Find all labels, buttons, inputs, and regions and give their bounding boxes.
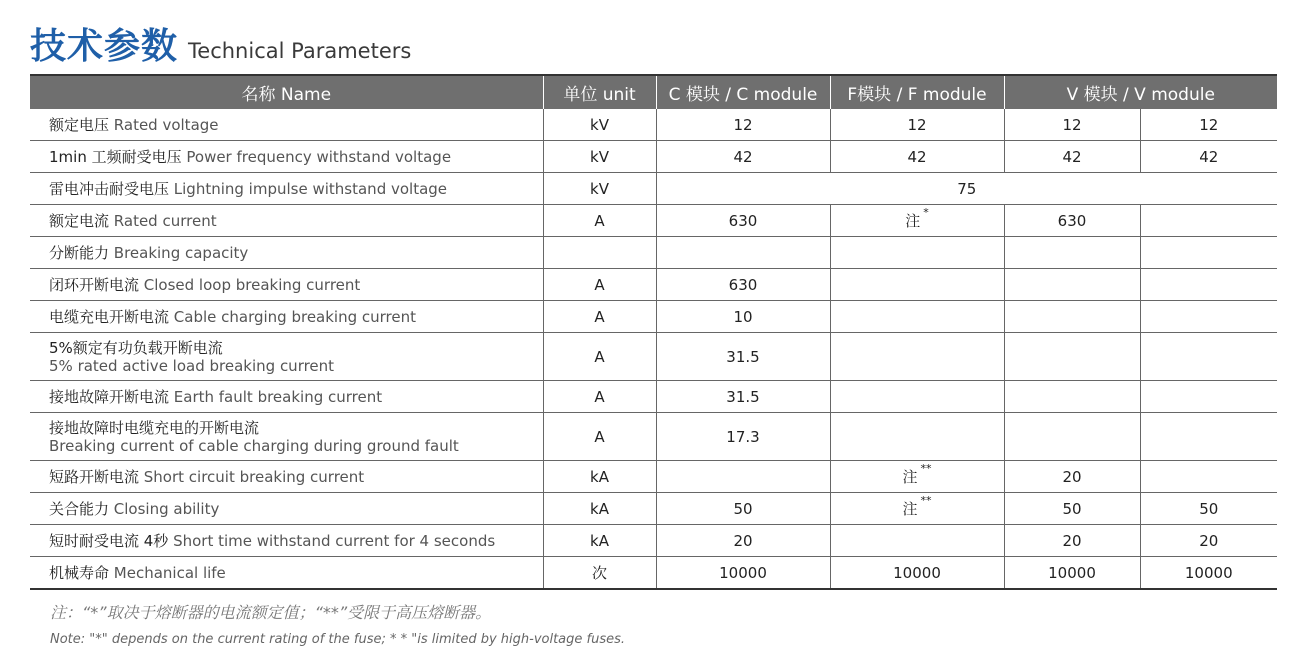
v-module-cell-2: [1140, 413, 1277, 461]
unit-cell: [543, 493, 656, 525]
c-module-cell: [656, 525, 830, 557]
unit-cell-value: kV: [590, 179, 609, 198]
c-module-cell: [656, 413, 830, 461]
v-module-cell-1: [1004, 461, 1140, 493]
table-row: [30, 301, 1277, 333]
v-module-cell-1: [1004, 557, 1140, 590]
unit-cell: [543, 333, 656, 381]
f-module-cell-value: 10000: [893, 563, 941, 582]
table-header-row: [30, 75, 1277, 109]
unit-cell-value: kV: [590, 147, 609, 166]
f-module-cell: [830, 413, 1004, 461]
param-name-cell: [30, 493, 543, 525]
f-module-cell: [830, 301, 1004, 333]
table-row: [30, 141, 1277, 173]
unit-cell-value: 次: [591, 564, 607, 582]
title-cn: 技术参数: [30, 26, 179, 67]
v-module-cell-1: [1004, 333, 1140, 381]
param-name-en: Breaking capacity: [113, 243, 249, 262]
v-module-cell-2: [1140, 141, 1277, 173]
c-module-cell-value: 42: [733, 147, 753, 166]
unit-cell: [543, 301, 656, 333]
c-module-cell-value: 10: [733, 307, 753, 326]
c-module-cell: [656, 269, 830, 301]
unit-cell: [543, 269, 656, 301]
unit-cell: [543, 381, 656, 413]
param-name-en: Cable charging breaking current: [173, 307, 417, 326]
unit-cell: [543, 205, 656, 237]
unit-cell: [543, 237, 656, 269]
header-c-module: C 模块 / C module: [656, 75, 830, 109]
header-f-module: F模块 / F module: [830, 75, 1004, 109]
c-module-cell: [656, 461, 830, 493]
param-name-cn: 关合能力: [49, 499, 114, 518]
header-name: 名称 Name: [30, 75, 543, 109]
c-module-cell: [656, 205, 830, 237]
unit-cell: [543, 109, 656, 141]
unit-cell-value: kA: [590, 499, 609, 518]
f-module-cell-value: 注: [905, 212, 921, 230]
c-module-cell-value: 12: [733, 115, 753, 134]
v-module-cell-2-value: 10000: [1184, 563, 1233, 582]
footnote-cn: 注：“*”取决于熔断器的电流额定值；“**”受限于高压熔断器。: [50, 603, 492, 622]
v-module-cell-2-value: 20: [1199, 531, 1219, 550]
c-module-cell: [656, 493, 830, 525]
param-name-cell: [30, 141, 543, 173]
v-module-cell-2: [1140, 557, 1277, 590]
param-name-cell: [30, 413, 543, 461]
c-module-cell-value: 10000: [719, 563, 767, 582]
c-module-cell: [656, 237, 830, 269]
c-module-cell-value: 20: [733, 531, 753, 550]
param-name-cell: [30, 237, 543, 269]
unit-cell-value: kV: [590, 115, 609, 134]
v-module-cell-2-value: 42: [1199, 147, 1219, 166]
unit-cell-value: A: [594, 211, 605, 230]
param-name-cn: 分断能力: [49, 243, 114, 262]
footnote-mark: *: [923, 206, 929, 219]
v-module-cell-1: [1004, 525, 1140, 557]
footnote-mark: **: [920, 494, 932, 507]
param-name-en: Closing ability: [113, 499, 220, 518]
param-name-cn: 接地故障开断电流: [49, 387, 174, 406]
param-name-en: Rated voltage: [113, 115, 219, 134]
table-body: [30, 109, 1277, 589]
v-module-cell-2: [1140, 301, 1277, 333]
param-name-cell: [30, 205, 543, 237]
param-name-cn: 短路开断电流: [49, 467, 144, 486]
table-row: [30, 413, 1277, 461]
footnote-en: Note: "*" depends on the current rating of the fuse; * * "is limited by high-voltage fuses.: [50, 632, 626, 647]
param-name-cell: [30, 333, 543, 381]
table-row: [30, 205, 1277, 237]
f-module-cell: [830, 237, 1004, 269]
param-name-en: Mechanical life: [113, 563, 226, 582]
c-module-cell: [656, 109, 830, 141]
param-name-en: Closed loop breaking current: [143, 275, 361, 294]
c-module-cell: [656, 301, 830, 333]
unit-cell-value: A: [594, 387, 605, 406]
table-row: [30, 557, 1277, 590]
table-row: [30, 109, 1277, 141]
v-module-cell-2: [1140, 333, 1277, 381]
unit-cell: [543, 141, 656, 173]
v-module-cell-1-value: 20: [1062, 531, 1082, 550]
page-title: [30, 18, 411, 69]
param-name-cn: 雷电冲击耐受电压: [49, 179, 174, 198]
unit-cell-value: kA: [590, 467, 609, 486]
f-module-cell: [830, 381, 1004, 413]
c-module-cell-value: 17.3: [726, 427, 760, 446]
unit-cell-value: A: [594, 347, 605, 366]
v-module-cell-2: [1140, 269, 1277, 301]
unit-cell: [543, 525, 656, 557]
v-module-cell-2-value: 50: [1199, 499, 1219, 518]
unit-cell: [543, 557, 656, 590]
v-module-cell-2: [1140, 237, 1277, 269]
unit-cell-value: A: [594, 427, 605, 446]
v-module-cell-1: [1004, 237, 1140, 269]
f-module-cell: [830, 141, 1004, 173]
v-module-cell-1-value: 10000: [1048, 563, 1096, 582]
header-v-module: V 模块 / V module: [1004, 75, 1277, 109]
header-unit: 单位 unit: [543, 75, 656, 109]
title-en: Technical Parameters: [188, 39, 412, 63]
v-module-cell-1: [1004, 269, 1140, 301]
v-module-cell-2-value: 12: [1199, 115, 1219, 134]
table-row: [30, 525, 1277, 557]
merged-value-cell: [656, 173, 1277, 205]
v-module-cell-1: [1004, 381, 1140, 413]
v-module-cell-2: [1140, 493, 1277, 525]
v-module-cell-1-value: 42: [1062, 147, 1082, 166]
v-module-cell-1: [1004, 493, 1140, 525]
param-name-cn: 额定电压: [49, 115, 114, 134]
c-module-cell-value: 31.5: [726, 387, 760, 406]
table-row: [30, 333, 1277, 381]
f-module-cell: [830, 333, 1004, 381]
param-name-en: Short circuit breaking current: [143, 467, 365, 486]
v-module-cell-2: [1140, 381, 1277, 413]
param-name-cell: [30, 301, 543, 333]
param-name-cn: 5%额定有功负载开断电流: [49, 338, 223, 357]
v-module-cell-1-value: 50: [1062, 499, 1082, 518]
f-module-cell: [830, 557, 1004, 590]
v-module-cell-2: [1140, 205, 1277, 237]
v-module-cell-1-value: 630: [1057, 211, 1087, 230]
unit-cell-value: kA: [590, 531, 609, 550]
unit-cell-value: A: [594, 307, 605, 326]
f-module-cell: [830, 461, 1004, 493]
parameters-table: [30, 74, 1277, 590]
footnote-mark: **: [920, 462, 932, 475]
v-module-cell-1-value: 12: [1062, 115, 1082, 134]
param-name-cell: [30, 461, 543, 493]
c-module-cell-value: 630: [728, 211, 758, 230]
param-name-cn: 接地故障时电缆充电的开断电流: [49, 418, 260, 437]
table-row: [30, 237, 1277, 269]
v-module-cell-1: [1004, 109, 1140, 141]
c-module-cell: [656, 557, 830, 590]
unit-cell-value: A: [594, 275, 605, 294]
c-module-cell: [656, 333, 830, 381]
param-name-cell: [30, 269, 543, 301]
param-name-cn: 1min 工频耐受电压: [49, 147, 187, 166]
v-module-cell-2: [1140, 109, 1277, 141]
unit-cell: [543, 413, 656, 461]
c-module-cell-value: 31.5: [726, 347, 760, 366]
table-row: [30, 461, 1277, 493]
param-name-cn: 闭环开断电流: [49, 275, 144, 294]
unit-cell: [543, 173, 656, 205]
f-module-cell-value: 注: [902, 500, 918, 518]
param-name-en: Power frequency withstand voltage: [186, 147, 452, 166]
param-name-en: Short time withstand current for 4 seconds: [173, 531, 496, 550]
f-module-cell: [830, 269, 1004, 301]
f-module-cell-value: 注: [902, 468, 918, 486]
v-module-cell-1-value: 20: [1062, 467, 1082, 486]
param-name-en: Earth fault breaking current: [173, 387, 383, 406]
param-name-en: Breaking current of cable charging during ground fault: [49, 436, 459, 455]
f-module-cell: [830, 525, 1004, 557]
c-module-cell-value: 630: [728, 275, 758, 294]
table-row: [30, 269, 1277, 301]
f-module-cell-value: 42: [907, 147, 927, 166]
table-row: [30, 381, 1277, 413]
param-name-cell: [30, 525, 543, 557]
c-module-cell: [656, 141, 830, 173]
param-name-cn: 额定电流: [49, 211, 114, 230]
param-name-cell: [30, 557, 543, 590]
v-module-cell-1: [1004, 301, 1140, 333]
param-name-cell: [30, 381, 543, 413]
f-module-cell: [830, 205, 1004, 237]
param-name-cn: 短时耐受电流 4秒: [49, 531, 174, 550]
f-module-cell: [830, 493, 1004, 525]
merged-value-cell-value: 75: [957, 179, 977, 198]
param-name-en: 5% rated active load breaking current: [49, 356, 335, 375]
unit-cell: [543, 461, 656, 493]
param-name-en: Rated current: [113, 211, 217, 230]
v-module-cell-2: [1140, 461, 1277, 493]
f-module-cell: [830, 109, 1004, 141]
v-module-cell-1: [1004, 205, 1140, 237]
v-module-cell-1: [1004, 413, 1140, 461]
c-module-cell-value: 50: [733, 499, 753, 518]
param-name-cell: [30, 173, 543, 205]
c-module-cell: [656, 381, 830, 413]
table-row: [30, 173, 1277, 205]
f-module-cell-value: 12: [907, 115, 927, 134]
param-name-cn: 机械寿命: [49, 563, 114, 582]
param-name-cell: [30, 109, 543, 141]
v-module-cell-2: [1140, 525, 1277, 557]
table-row: [30, 493, 1277, 525]
param-name-en: Lightning impulse withstand voltage: [173, 179, 448, 198]
v-module-cell-1: [1004, 141, 1140, 173]
param-name-cn: 电缆充电开断电流: [49, 307, 174, 326]
